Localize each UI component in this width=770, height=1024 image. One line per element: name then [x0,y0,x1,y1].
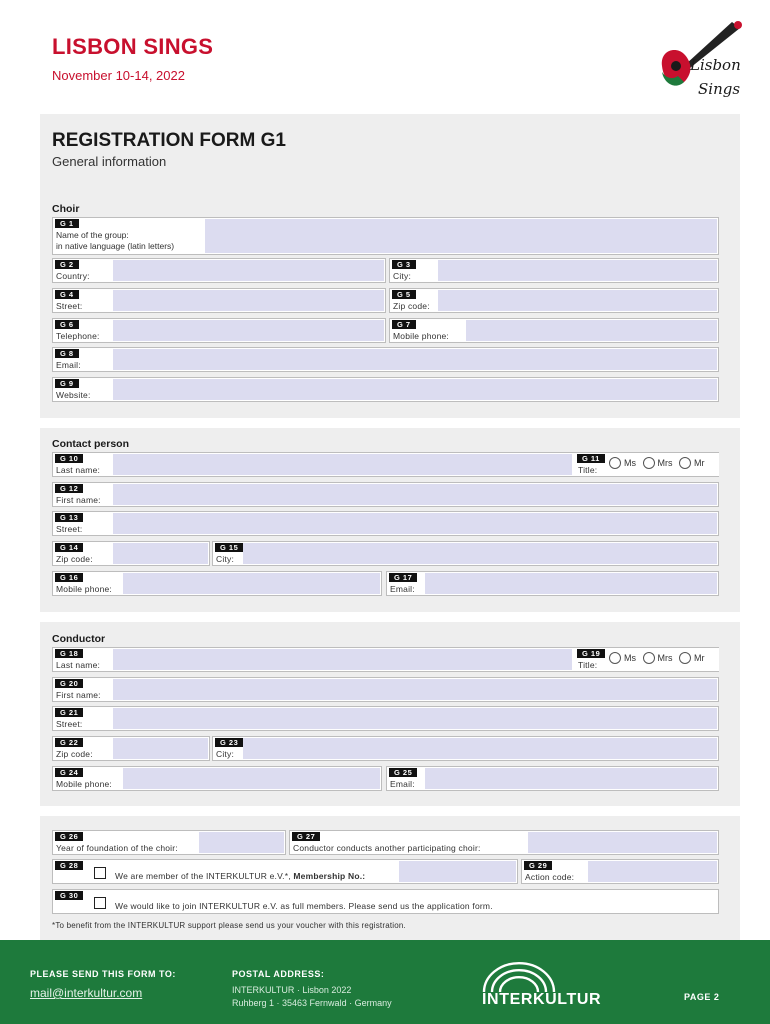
field-label: Year of foundation of the choir: [56,843,178,853]
join-checkbox[interactable] [94,897,106,909]
field-label: Action code: [525,872,575,882]
field-label: Zip code: [56,749,93,759]
field-label: City: [393,271,411,281]
field-g29-action-code [521,859,719,884]
postal-label: POSTAL ADDRESS: [232,969,325,979]
field-code: G 13 [55,513,83,522]
field-g15-city [212,541,719,566]
field-g10-last-name [52,452,719,477]
address-line-1: INTERKULTUR · Lisbon 2022 [232,985,352,995]
field-label: Email: [390,584,415,594]
radio-mr[interactable] [679,652,691,664]
field-label: Street: [56,301,83,311]
street-input[interactable] [113,290,384,311]
address-line-2: Ruhberg 1 · 35463 Fernwald · Germany [232,998,392,1008]
field-label: Telephone: [56,331,100,341]
country-input[interactable] [113,260,384,281]
radio-mrs[interactable] [643,457,655,469]
svg-text:Sings: Sings [698,80,741,98]
field-g13-street [52,511,719,536]
footnote: *To benefit from the INTERKULTUR support please send us your voucher with this registration. [52,921,406,930]
field-code: G 12 [55,484,83,493]
field-code: G 16 [55,573,83,582]
field-g7-mobile [389,318,719,343]
foundation-year-input[interactable] [199,832,284,853]
join-text: We would like to join INTERKULTUR e.V. as full members. Please send us the application form. [115,901,493,911]
title-group [575,648,719,671]
field-g1-group-name [52,217,719,255]
lisbon-sings-logo [654,20,746,104]
email-input[interactable] [425,573,717,594]
field-label: Country: [56,271,90,281]
website-input[interactable] [113,379,717,400]
field-label: Mobile phone: [393,331,449,341]
event-name: LISBON SINGS [52,34,214,59]
radio-ms[interactable] [609,457,621,469]
field-label: Email: [56,360,81,370]
field-g27-other-choir [289,830,719,855]
field-g17-email [386,571,719,596]
field-code: G 2 [55,260,79,269]
field-code: G 26 [55,832,83,841]
street-input[interactable] [113,513,717,534]
field-g24-mobile [52,766,382,791]
field-g28-membership [52,859,518,884]
field-g9-website [52,377,719,402]
radio-mr[interactable] [679,457,691,469]
title-radios: Ms Mrs Mr [605,652,705,664]
first-name-input[interactable] [113,484,717,505]
field-label: Name of the group: [56,230,129,240]
field-code: G 21 [55,708,83,717]
field-code: G 6 [55,320,79,329]
city-input[interactable] [243,738,717,759]
zip-code-input[interactable] [113,738,208,759]
city-input[interactable] [438,260,717,281]
field-code: G 22 [55,738,83,747]
zip-code-input[interactable] [438,290,717,311]
action-code-input[interactable] [588,861,717,882]
section-choir: Choir [52,203,80,215]
field-code: G 25 [389,768,417,777]
field-label: First name: [56,495,101,505]
field-code: G 24 [55,768,83,777]
field-g21-street [52,706,719,731]
section-contact: Contact person [52,438,130,450]
group-name-input[interactable] [205,219,717,253]
field-g22-zip [52,736,210,761]
first-name-input[interactable] [113,679,717,700]
section-conductor: Conductor [52,633,106,645]
last-name-input[interactable] [113,649,572,670]
field-label: Website: [56,390,91,400]
field-g3-city [389,258,719,283]
field-label: Last name: [56,660,101,670]
field-label: First name: [56,690,101,700]
field-g16-mobile [52,571,382,596]
form-title: REGISTRATION FORM G1 [52,130,286,151]
field-label: Title: [578,465,598,475]
field-label: Zip code: [56,554,93,564]
interkultur-logo [478,960,618,1016]
field-code: G 8 [55,349,79,358]
title-radios: Ms Mrs Mr [605,457,705,469]
field-label: City: [216,554,234,564]
field-g14-zip [52,541,210,566]
field-g18-last-name [52,647,719,672]
field-g6-telephone [52,318,386,343]
event-date: November 10-14, 2022 [52,68,185,83]
field-code: G 4 [55,290,79,299]
field-label: Last name: [56,465,101,475]
field-code: G 1 [55,219,79,228]
last-name-input[interactable] [113,454,572,475]
city-input[interactable] [243,543,717,564]
field-code: G 14 [55,543,83,552]
mobile-phone-input[interactable] [123,573,380,594]
field-g26-foundation-year [52,830,286,855]
membership-number-input[interactable] [399,861,516,882]
title-group [575,453,719,476]
field-code: G 7 [392,320,416,329]
mobile-phone-input[interactable] [466,320,717,341]
field-code: G 30 [55,891,83,900]
membership-checkbox[interactable] [94,867,106,879]
field-label: Zip code: [393,301,430,311]
page-number: PAGE 2 [684,992,720,1002]
arc-icon [480,960,560,994]
field-label: Email: [390,779,415,789]
mobile-phone-input[interactable] [123,768,380,789]
field-label: Mobile phone: [56,779,112,789]
street-input[interactable] [113,708,717,729]
page-header [0,0,770,112]
radio-mrs[interactable] [643,652,655,664]
field-g8-email [52,347,719,372]
field-g4-street [52,288,386,313]
email-input[interactable] [425,768,717,789]
membership-text: We are member of the INTERKULTUR e.V.*, Membership No.: [115,871,366,881]
field-code: G 3 [392,260,416,269]
field-code: G 9 [55,379,79,388]
send-label: PLEASE SEND THIS FORM TO: [30,969,176,979]
field-code: G 19 [577,649,605,658]
svg-text:Lisbon: Lisbon [690,56,741,74]
radio-ms[interactable] [609,652,621,664]
field-g23-city [212,736,719,761]
field-code: G 29 [524,861,552,870]
email-link[interactable]: mail@interkultur.com [30,986,143,1000]
field-code: G 27 [292,832,320,841]
field-code: G 18 [55,649,83,658]
field-code: G 28 [55,861,83,870]
other-choir-input[interactable] [528,832,717,853]
zip-code-input[interactable] [113,543,208,564]
field-code: G 23 [215,738,243,747]
field-label: City: [216,749,234,759]
email-input[interactable] [113,349,717,370]
field-g30-join [52,889,719,914]
field-code: G 20 [55,679,83,688]
field-label: Mobile phone: [56,584,112,594]
field-g20-first-name [52,677,719,702]
field-label: Street: [56,524,83,534]
page-footer [0,940,770,1024]
field-label: Street: [56,719,83,729]
field-label: Title: [578,660,598,670]
field-g2-country [52,258,386,283]
field-code: G 17 [389,573,417,582]
brand-name: INTERKULTUR [482,991,602,1008]
field-code: G 15 [215,543,243,552]
field-code: G 10 [55,454,83,463]
field-g12-first-name [52,482,719,507]
field-code: G 5 [392,290,416,299]
field-code: G 11 [577,454,605,463]
field-g25-email [386,766,719,791]
telephone-input[interactable] [113,320,384,341]
field-label-sub: in native language (latin letters) [56,241,175,251]
field-g5-zip [389,288,719,313]
field-label: Conductor conducts another participating choir: [293,843,481,853]
form-subtitle: General information [52,154,167,169]
